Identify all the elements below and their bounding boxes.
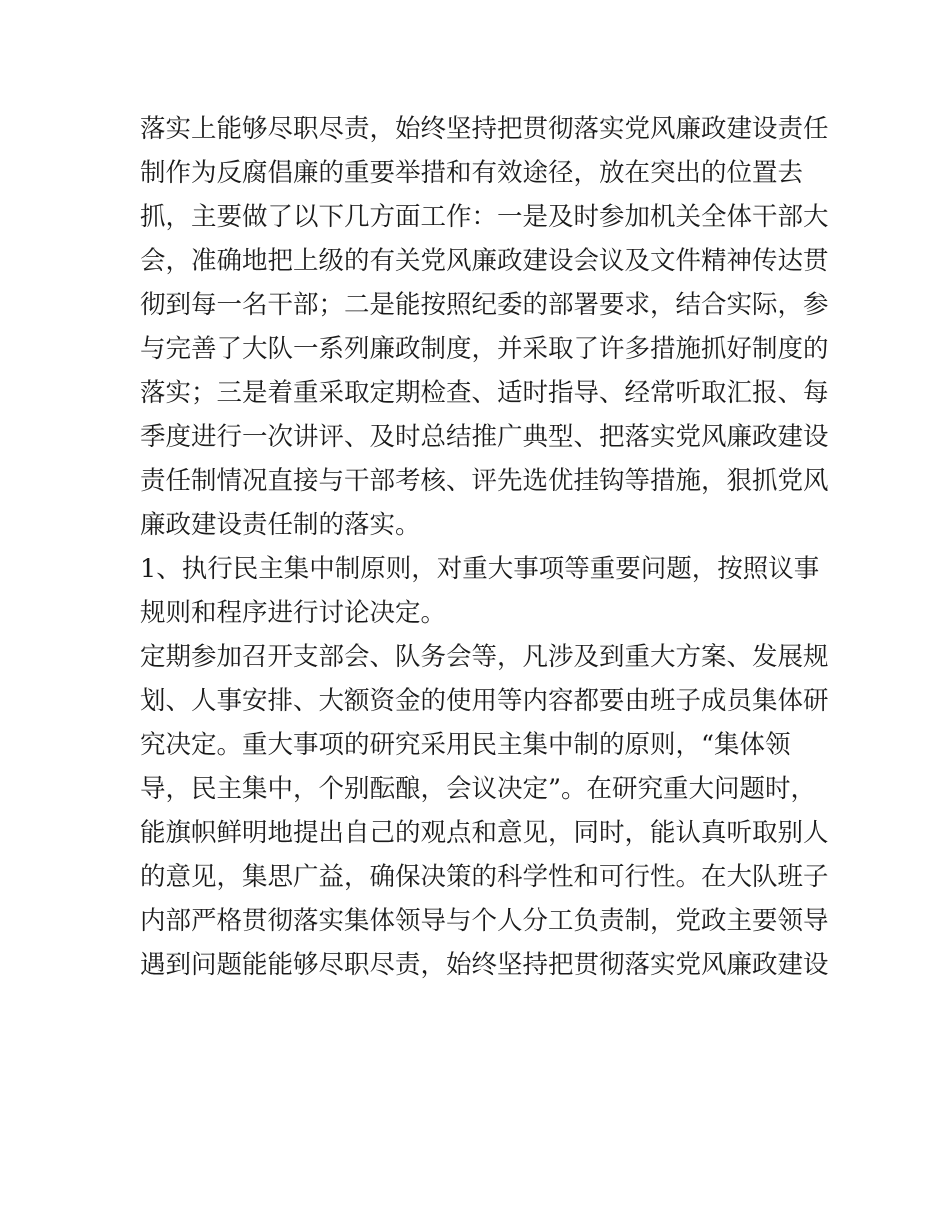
text-line: 落实上能够尽职尽责，始终坚持把贯彻落实党风廉政建设责任 — [140, 114, 829, 144]
text-line: 会，准确地把上级的有关党风廉政建设会议及文件精神传达贯 — [140, 246, 829, 276]
text-line: 导，民主集中，个别酝酿，会议决定”。在研究重大问题时， — [140, 774, 817, 804]
text-line: 季度进行一次讲评、及时总结推广典型、把落实党风廉政建设 — [140, 422, 829, 452]
text-line: 与完善了大队一系列廉政制度，并采取了许多措施抓好制度的 — [140, 334, 829, 364]
text-line: 落实；三是着重采取定期检查、适时指导、经常听取汇报、每 — [140, 378, 829, 408]
list-item-heading: 1、执行民主集中制原则，对重大事项等重要问题，按照议事 — [140, 554, 820, 584]
text-line: 抓，主要做了以下几方面工作：一是及时参加机关全体干部大 — [140, 202, 829, 232]
text-line: 廉政建设责任制的落实。 — [140, 510, 421, 540]
text-line: 制作为反腐倡廉的重要举措和有效途径，放在突出的位置去 — [140, 158, 804, 188]
document-body — [140, 107, 829, 987]
text-line: 遇到问题能能够尽职尽责，始终坚持把贯彻落实党风廉政建设 — [140, 950, 829, 980]
text-line: 究决定。重大事项的研究采用民主集中制的原则，“集体领 — [140, 730, 791, 760]
text-line: 的意见，集思广益，确保决策的科学性和可行性。在大队班子 — [140, 862, 829, 892]
list-item-heading: 规则和程序进行讨论决定。 — [140, 598, 447, 628]
text-line: 能旗帜鲜明地提出自己的观点和意见，同时，能认真听取别人 — [140, 818, 829, 848]
text-line: 定期参加召开支部会、队务会等，凡涉及到重大方案、发展规 — [140, 642, 829, 672]
text-line: 彻到每一名干部；二是能按照纪委的部署要求，结合实际，参 — [140, 290, 829, 320]
text-line: 责任制情况直接与干部考核、评先选优挂钩等措施，狠抓党风 — [140, 466, 829, 496]
text-line: 划、人事安排、大额资金的使用等内容都要由班子成员集体研 — [140, 686, 829, 716]
text-line: 内部严格贯彻落实集体领导与个人分工负责制，党政主要领导 — [140, 906, 829, 936]
